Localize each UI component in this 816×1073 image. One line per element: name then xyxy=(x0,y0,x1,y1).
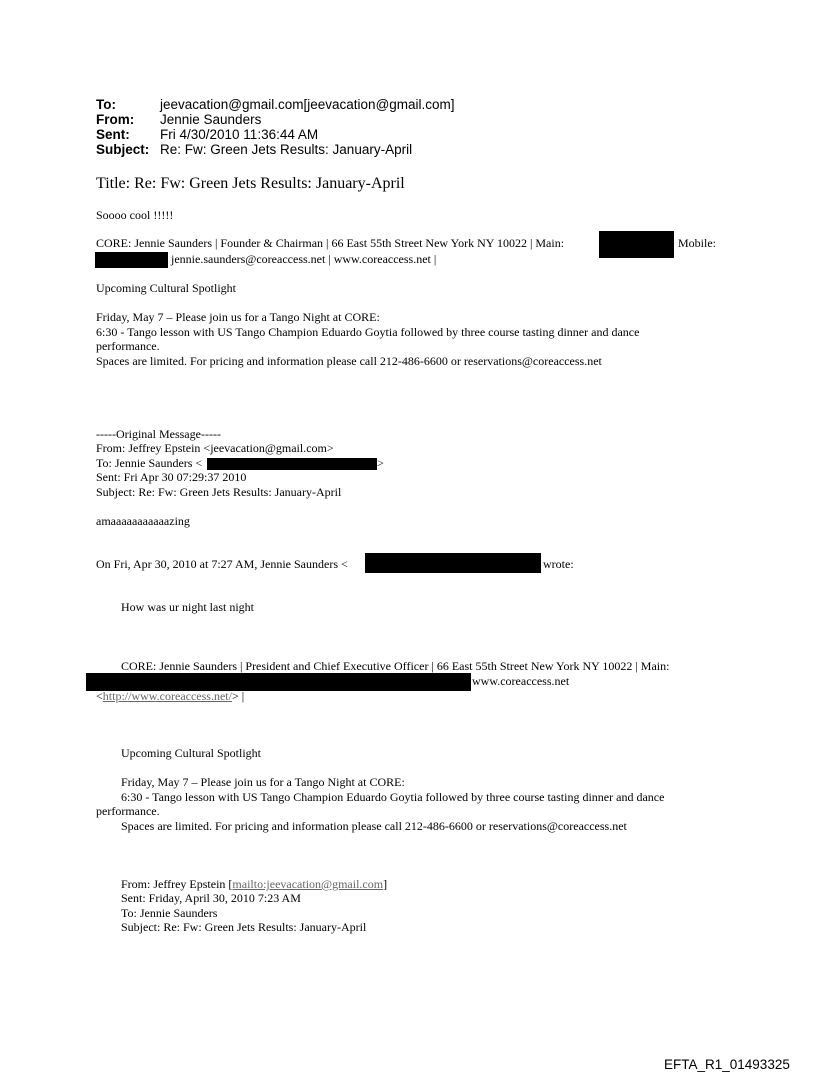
wrote-line-suffix: wrote: xyxy=(543,557,574,571)
redaction-box xyxy=(365,553,541,573)
quoted-sent: Sent: Friday, April 30, 2010 7:23 AM xyxy=(121,891,301,905)
from-suffix-text: ] xyxy=(383,877,388,891)
quoted-event-line: performance. xyxy=(96,804,160,818)
original-subject: Subject: Re: Fw: Green Jets Results: January-April xyxy=(96,485,342,499)
quoted-from xyxy=(121,877,387,891)
event-line: Friday, May 7 – Please join us for a Tango Night at CORE: xyxy=(96,310,380,324)
wrote-line-prefix: On Fri, Apr 30, 2010 at 7:27 AM, Jennie Saunders < xyxy=(96,557,348,571)
spotlight-heading: Upcoming Cultural Spotlight xyxy=(96,281,236,295)
quoted-signature-line-2: www.coreaccess.net xyxy=(472,674,570,688)
quoted-subject: Subject: Re: Fw: Green Jets Results: January-April xyxy=(121,920,367,934)
coreaccess-link[interactable]: http://www.coreaccess.net/ xyxy=(102,689,232,703)
quoted-spotlight-heading: Upcoming Cultural Spotlight xyxy=(121,746,261,760)
event-line: Spaces are limited. For pricing and information please call 212-486-6600 or reservations@coreaccess.net xyxy=(96,354,602,368)
quoted-signature-line-3 xyxy=(96,689,244,703)
original-message-text: amaaaaaaaaaaazing xyxy=(96,514,190,528)
original-message-divider: -----Original Message----- xyxy=(96,427,221,441)
subject-value: Re: Fw: Green Jets Results: January-April xyxy=(160,142,413,157)
sent-label: Sent: xyxy=(96,127,130,142)
bracket-text: < xyxy=(96,689,103,703)
event-line: performance. xyxy=(96,339,160,353)
document-title: Title: Re: Fw: Green Jets Results: January-April xyxy=(96,175,405,192)
quoted-event-line: 6:30 - Tango lesson with US Tango Champion Eduardo Goytia followed by three course tasting dinner and dance xyxy=(121,790,665,804)
original-from: From: Jeffrey Epstein <jeevacation@gmail.com> xyxy=(96,441,334,455)
to-value: jeevacation@gmail.com[jeevacation@gmail.com] xyxy=(160,97,455,112)
redaction-box xyxy=(599,231,674,258)
sent-value: Fri 4/30/2010 11:36:44 AM xyxy=(160,127,319,142)
signature-mobile-label: Mobile: xyxy=(678,236,716,250)
mailto-link[interactable]: mailto:jeevacation@gmail.com xyxy=(232,877,384,891)
from-value: Jennie Saunders xyxy=(160,112,262,127)
signature-line-1: CORE: Jennie Saunders | Founder & Chairman | 66 East 55th Street New York NY 10022 | Main: xyxy=(96,236,565,250)
quoted-event-line: Friday, May 7 – Please join us for a Tango Night at CORE: xyxy=(121,775,405,789)
original-sent: Sent: Fri Apr 30 07:29:37 2010 xyxy=(96,470,247,484)
quoted-event-line: Spaces are limited. For pricing and information please call 212-486-6600 or reservations@coreaccess.net xyxy=(121,819,627,833)
bracket-text: > | xyxy=(231,689,245,703)
original-to-suffix: > xyxy=(377,456,384,470)
to-label: To: xyxy=(96,97,116,112)
quoted-signature-line-1: CORE: Jennie Saunders | President and Chief Executive Officer | 66 East 55th Street New York NY 10022 | Main: xyxy=(121,659,670,673)
greeting-text: Soooo cool !!!!! xyxy=(96,208,174,222)
original-to-prefix: To: Jennie Saunders < xyxy=(96,456,203,470)
signature-line-2: jennie.saunders@coreaccess.net | www.coreaccess.net | xyxy=(171,252,437,266)
quoted-message-text: How was ur night last night xyxy=(121,600,254,614)
event-line: 6:30 - Tango lesson with US Tango Champion Eduardo Goytia followed by three course tasting dinner and dance xyxy=(96,325,640,339)
from-prefix-text: From: Jeffrey Epstein [ xyxy=(121,877,233,891)
subject-label: Subject: xyxy=(96,142,150,157)
from-label: From: xyxy=(96,112,135,127)
quoted-to: To: Jennie Saunders xyxy=(121,906,218,920)
redaction-box xyxy=(95,252,168,268)
document-id: EFTA_R1_01493325 xyxy=(664,1057,790,1072)
redaction-box xyxy=(207,458,377,470)
